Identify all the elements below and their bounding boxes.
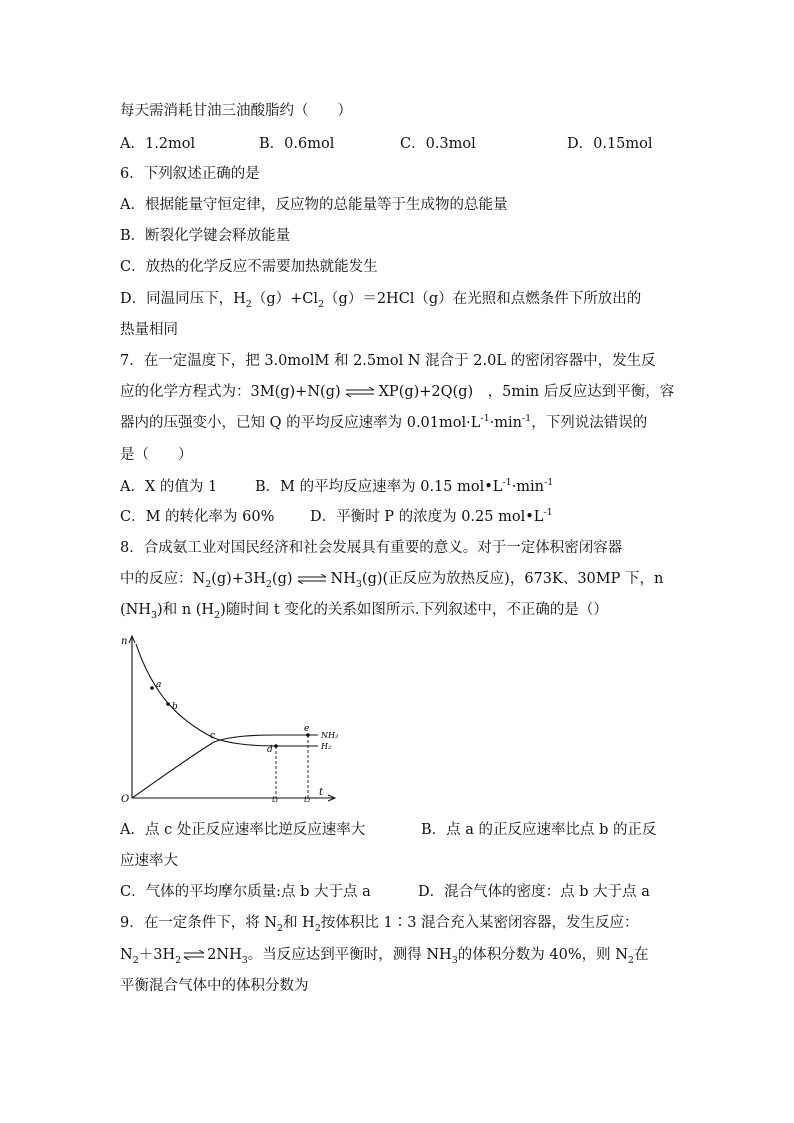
q8-option-d: D．混合气体的密度：点 b 大于点 a (418, 884, 650, 900)
q6-stem: 6．下列叙述正确的是 (120, 166, 260, 182)
point-b (166, 702, 170, 706)
q8-option-b-cont: 应速率大 (120, 853, 178, 869)
q9-line1: 9．在一定条件下，将 $N_2$和 $H_2$按体积比 1∶3 混合充入某密闭容器，发生反应： (120, 915, 639, 934)
label-t1: t₁ (272, 795, 279, 804)
label-b: b (172, 702, 178, 712)
q9-line2: $N_2+3H_2$ $2NH_3$。当反应达到平衡时，测得 $NH_3$的体积分数为 40%，则 $N_2$在 (120, 947, 649, 966)
q8-option-c: C．气体的平均摩尔质量:点 b 大于点 a (120, 884, 371, 900)
q8-option-b: B．点 a 的正反应速率比点 b 的正反 (421, 822, 657, 838)
q9-line3: 平衡混合气体中的体积分数为 (120, 978, 309, 994)
point-a (150, 686, 154, 690)
q7-option-c: C．M 的转化率为 60% (120, 509, 275, 525)
q8-line3: $(NH_3)$和 n $(H_2)$随时间 t 变化的关系如图所示.下列叙述中，不正确的是（） (120, 602, 608, 621)
series-label-h2: H₂ (321, 742, 332, 751)
q7-line1: 7．在一定温度下，把 3.0molM 和 2.5mol N 混合于 2.0L 的密闭容器中，发生反 (120, 353, 656, 369)
q7-option-a: A．X 的值为 1 (120, 479, 218, 495)
q6-option-d-cont: 热量相同 (120, 322, 178, 338)
series-label-nh3: NH₃ (321, 731, 339, 740)
q5-option-b: B．0.6mol (259, 136, 335, 152)
label-e: e (304, 724, 310, 734)
equilibrium-arrow-icon (345, 387, 375, 397)
q5-option-a: A．1.2mol (120, 136, 196, 152)
q6-option-a: A．根据能量守恒定律，反应物的总能量等于生成物的总能量 (120, 197, 508, 213)
point-d (274, 744, 278, 748)
equilibrium-arrow-icon (297, 574, 327, 584)
q5-option-c: C．0.3mol (400, 136, 476, 152)
q7-option-b: B．M 的平均反应速率为 0.15 $mol•L^{-1}\cdot\min^{-1}$ (255, 477, 554, 495)
q6-option-c: C．放热的化学反应不需要加热就能发生 (120, 259, 378, 275)
q5-tail: 每天需消耗甘油三油酸脂约（ ） (120, 103, 352, 119)
equilibrium-arrow-icon (183, 950, 205, 960)
label-d: d (267, 745, 273, 755)
x-axis-label: t (319, 787, 324, 798)
y-axis-label: n (121, 636, 128, 647)
label-a: a (156, 680, 162, 690)
reaction-figure (118, 632, 342, 804)
q8-line1: 8．合成氨工业对国民经济和社会发展具有重要的意义。对于一定体积密闭容器 (120, 540, 623, 556)
label-t2: t₂ (304, 795, 311, 804)
q6-option-b: B．断裂化学键会释放能量 (120, 228, 291, 244)
q7-line3: 器内的压强变小，已知 Q 的平均反应速率为 $0.01mol\cdot L^{-1}\cdot\min^{-1}$，下列说法错误的 (120, 413, 648, 431)
q8-line2: 中的反应：$N_2(g)+3H_2(g)$ $NH_3(g)$(正反应为放热反应)，673K、30MP 下，n (120, 571, 664, 590)
q6-option-d: D．同温同压下，$H_2(g)+Cl_2(g)=2HCl(g)$在光照和点燃条件下所放出的 (120, 291, 642, 310)
q7-option-d: D．平衡时 P 的浓度为 0.25 $mol•L^{-1}$ (310, 507, 553, 525)
q7-line4: 是（ ） (120, 447, 193, 463)
q5-option-d: D．0.15mol (567, 136, 653, 152)
label-c: c (210, 731, 216, 741)
q8-option-a: A．点 c 处正反应速率比逆反应速率大 (120, 822, 366, 838)
nh3-curve (132, 735, 318, 798)
h2-curve (136, 644, 318, 746)
q7-line2: 应的化学方程式为：3M(g)+N(g) XP(g)+2Q(g) ，5min 后反应达到平衡，容 (120, 384, 675, 400)
origin-label: O (121, 794, 130, 804)
